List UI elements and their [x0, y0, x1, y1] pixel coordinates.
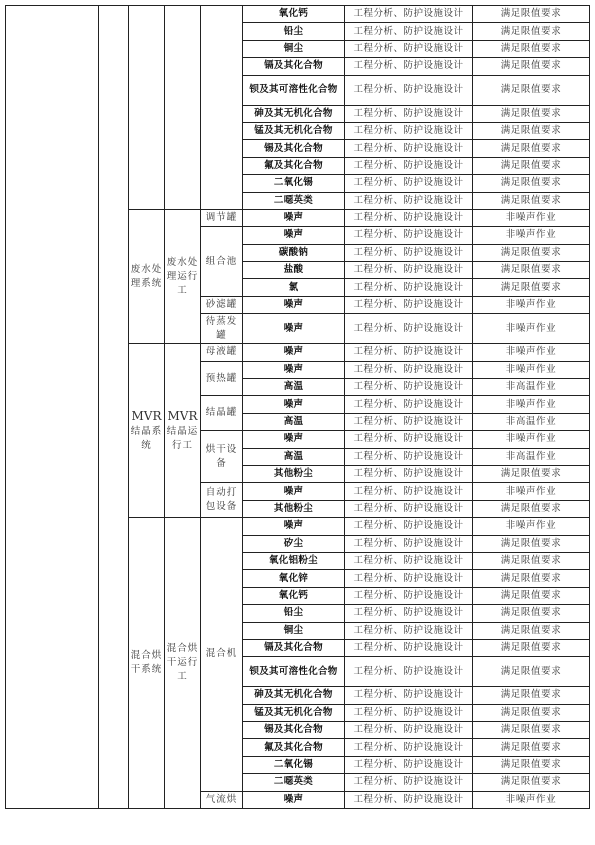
hazard-factor: 氟及其化合物	[243, 157, 345, 174]
hazard-factor: 氧化锌	[243, 570, 345, 587]
control-measure: 工程分析、防护设施设计	[345, 192, 473, 209]
hazard-factor: 二噁英类	[243, 774, 345, 791]
control-measure: 工程分析、防护设施设计	[345, 465, 473, 482]
assessment-result: 满足限值要求	[473, 244, 590, 261]
control-measure: 工程分析、防护设施设计	[345, 756, 473, 773]
control-measure: 工程分析、防护设施设计	[345, 483, 473, 500]
hazard-factor: 砷及其无机化合物	[243, 687, 345, 704]
hazard-factor: 镉及其化合物	[243, 58, 345, 75]
job-cell-empty	[165, 6, 201, 210]
control-measure: 工程分析、防护设施设计	[345, 344, 473, 361]
system-name-rest: 结晶系统	[130, 425, 163, 451]
device-name: 预热罐	[201, 361, 243, 396]
assessment-result: 非噪声作业	[473, 296, 590, 313]
hazard-factor: 高温	[243, 448, 345, 465]
assessment-result: 满足限值要求	[473, 122, 590, 139]
hazard-factor: 锡及其化合物	[243, 722, 345, 739]
hazard-factor: 噪声	[243, 431, 345, 448]
assessment-result: 满足限值要求	[473, 739, 590, 756]
blank-col-1	[6, 6, 99, 809]
assessment-result: 满足限值要求	[473, 756, 590, 773]
job-name: 混合烘干运行工	[165, 518, 201, 809]
hazard-factor: 其他粉尘	[243, 500, 345, 517]
device-name: 调节罐	[201, 209, 243, 226]
hazard-factor: 氧化钙	[243, 587, 345, 604]
assessment-result: 满足限值要求	[473, 687, 590, 704]
assessment-result: 非噪声作业	[473, 344, 590, 361]
hazard-factor: 噪声	[243, 361, 345, 378]
assessment-result: 非噪声作业	[473, 227, 590, 244]
assessment-result: 非噪声作业	[473, 483, 590, 500]
assessment-result: 非噪声作业	[473, 431, 590, 448]
blank-col-2	[99, 6, 129, 809]
assessment-result: 满足限值要求	[473, 105, 590, 122]
hazard-factor: 锰及其无机化合物	[243, 122, 345, 139]
hazard-factor: 砷及其无机化合物	[243, 105, 345, 122]
hazard-factor: 其他粉尘	[243, 465, 345, 482]
control-measure: 工程分析、防护设施设计	[345, 518, 473, 535]
control-measure: 工程分析、防护设施设计	[345, 739, 473, 756]
assessment-result: 满足限值要求	[473, 605, 590, 622]
assessment-result: 非噪声作业	[473, 314, 590, 344]
assessment-result: 满足限值要求	[473, 704, 590, 721]
control-measure: 工程分析、防护设施设计	[345, 704, 473, 721]
hazard-factor: 噪声	[243, 518, 345, 535]
assessment-result: 非噪声作业	[473, 396, 590, 413]
control-measure: 工程分析、防护设施设计	[345, 314, 473, 344]
assessment-result: 满足限值要求	[473, 500, 590, 517]
control-measure: 工程分析、防护设施设计	[345, 227, 473, 244]
system-name: 废水处理系统	[129, 209, 165, 343]
control-measure: 工程分析、防护设施设计	[345, 774, 473, 791]
assessment-result: 满足限值要求	[473, 639, 590, 656]
hazard-factor: 氯	[243, 279, 345, 296]
control-measure: 工程分析、防护设施设计	[345, 40, 473, 57]
control-measure: 工程分析、防护设施设计	[345, 448, 473, 465]
job-name-rest: 结晶运行工	[166, 425, 199, 451]
control-measure: 工程分析、防护设施设计	[345, 175, 473, 192]
hazard-factor: 噪声	[243, 483, 345, 500]
assessment-result: 非噪声作业	[473, 361, 590, 378]
hazard-factor: 二噁英类	[243, 192, 345, 209]
table-row	[6, 6, 590, 23]
device-name: 待蒸发罐	[201, 314, 243, 344]
assessment-result: 满足限值要求	[473, 192, 590, 209]
hazard-factor: 铜尘	[243, 622, 345, 639]
hazard-factor: 二氧化锡	[243, 175, 345, 192]
hazard-table	[5, 5, 590, 809]
assessment-result: 满足限值要求	[473, 279, 590, 296]
hazard-factor: 高温	[243, 379, 345, 396]
control-measure: 工程分析、防护设施设计	[345, 262, 473, 279]
hazard-factor: 噪声	[243, 209, 345, 226]
hazard-factor: 氟及其化合物	[243, 739, 345, 756]
assessment-result: 满足限值要求	[473, 157, 590, 174]
control-measure: 工程分析、防护设施设计	[345, 75, 473, 105]
control-measure: 工程分析、防护设施设计	[345, 791, 473, 808]
job-name	[165, 344, 201, 518]
control-measure: 工程分析、防护设施设计	[345, 500, 473, 517]
device-name: 砂滤罐	[201, 296, 243, 313]
control-measure: 工程分析、防护设施设计	[345, 244, 473, 261]
control-measure: 工程分析、防护设施设计	[345, 296, 473, 313]
control-measure: 工程分析、防护设施设计	[345, 279, 473, 296]
control-measure: 工程分析、防护设施设计	[345, 431, 473, 448]
job-name: 废水处理运行工	[165, 209, 201, 343]
hazard-factor: 氧化铝粉尘	[243, 552, 345, 569]
assessment-result: 满足限值要求	[473, 58, 590, 75]
hazard-factor: 铅尘	[243, 605, 345, 622]
control-measure: 工程分析、防护设施设计	[345, 413, 473, 430]
control-measure: 工程分析、防护设施设计	[345, 6, 473, 23]
device-name: 自动打包设备	[201, 483, 243, 518]
assessment-result: 满足限值要求	[473, 23, 590, 40]
hazard-factor: 噪声	[243, 227, 345, 244]
control-measure: 工程分析、防护设施设计	[345, 157, 473, 174]
control-measure: 工程分析、防护设施设计	[345, 639, 473, 656]
hazard-factor: 盐酸	[243, 262, 345, 279]
hazard-factor: 噪声	[243, 296, 345, 313]
control-measure: 工程分析、防护设施设计	[345, 535, 473, 552]
assessment-result: 满足限值要求	[473, 535, 590, 552]
hazard-factor: 钡及其可溶性化合物	[243, 657, 345, 687]
assessment-result: 满足限值要求	[473, 140, 590, 157]
control-measure: 工程分析、防护设施设计	[345, 396, 473, 413]
device-name: 气流烘	[201, 791, 243, 808]
assessment-result: 非高温作业	[473, 413, 590, 430]
control-measure: 工程分析、防护设施设计	[345, 605, 473, 622]
control-measure: 工程分析、防护设施设计	[345, 58, 473, 75]
assessment-result: 满足限值要求	[473, 552, 590, 569]
system-name-abbr: MVR	[131, 408, 162, 423]
assessment-result: 满足限值要求	[473, 622, 590, 639]
assessment-result: 满足限值要求	[473, 587, 590, 604]
control-measure: 工程分析、防护设施设计	[345, 23, 473, 40]
assessment-result: 非噪声作业	[473, 791, 590, 808]
hazard-factor: 锡及其化合物	[243, 140, 345, 157]
control-measure: 工程分析、防护设施设计	[345, 379, 473, 396]
assessment-result: 满足限值要求	[473, 570, 590, 587]
control-measure: 工程分析、防护设施设计	[345, 209, 473, 226]
device-name: 组合池	[201, 227, 243, 297]
device-name: 母液罐	[201, 344, 243, 361]
assessment-result: 满足限值要求	[473, 75, 590, 105]
control-measure: 工程分析、防护设施设计	[345, 552, 473, 569]
hazard-factor: 钡及其可溶性化合物	[243, 75, 345, 105]
device-name: 结晶罐	[201, 396, 243, 431]
system-name	[129, 344, 165, 518]
job-name-abbr: MVR	[167, 408, 198, 423]
hazard-factor: 镉及其化合物	[243, 639, 345, 656]
assessment-result: 满足限值要求	[473, 175, 590, 192]
hazard-factor: 矽尘	[243, 535, 345, 552]
hazard-factor: 碳酸钠	[243, 244, 345, 261]
assessment-result: 非高温作业	[473, 379, 590, 396]
device-name: 混合机	[201, 518, 243, 791]
control-measure: 工程分析、防护设施设计	[345, 140, 473, 157]
control-measure: 工程分析、防护设施设计	[345, 687, 473, 704]
hazard-factor: 噪声	[243, 396, 345, 413]
assessment-result: 满足限值要求	[473, 722, 590, 739]
system-name: 混合烘干系统	[129, 518, 165, 809]
device-cell-empty	[201, 6, 243, 210]
hazard-factor: 铜尘	[243, 40, 345, 57]
hazard-factor: 噪声	[243, 314, 345, 344]
hazard-factor: 氧化钙	[243, 6, 345, 23]
device-name: 烘干设备	[201, 431, 243, 483]
assessment-result: 满足限值要求	[473, 657, 590, 687]
assessment-result: 满足限值要求	[473, 40, 590, 57]
control-measure: 工程分析、防护设施设计	[345, 657, 473, 687]
assessment-result: 满足限值要求	[473, 465, 590, 482]
hazard-factor: 铅尘	[243, 23, 345, 40]
hazard-factor: 噪声	[243, 344, 345, 361]
hazard-factor: 锰及其无机化合物	[243, 704, 345, 721]
control-measure: 工程分析、防护设施设计	[345, 587, 473, 604]
control-measure: 工程分析、防护设施设计	[345, 622, 473, 639]
assessment-result: 非噪声作业	[473, 209, 590, 226]
hazard-factor: 噪声	[243, 791, 345, 808]
control-measure: 工程分析、防护设施设计	[345, 105, 473, 122]
control-measure: 工程分析、防护设施设计	[345, 570, 473, 587]
system-cell-empty	[129, 6, 165, 210]
control-measure: 工程分析、防护设施设计	[345, 722, 473, 739]
assessment-result: 满足限值要求	[473, 6, 590, 23]
hazard-factor: 二氧化锡	[243, 756, 345, 773]
assessment-result: 非高温作业	[473, 448, 590, 465]
assessment-result: 满足限值要求	[473, 262, 590, 279]
control-measure: 工程分析、防护设施设计	[345, 361, 473, 378]
assessment-result: 满足限值要求	[473, 774, 590, 791]
control-measure: 工程分析、防护设施设计	[345, 122, 473, 139]
assessment-result: 非噪声作业	[473, 518, 590, 535]
hazard-factor: 高温	[243, 413, 345, 430]
